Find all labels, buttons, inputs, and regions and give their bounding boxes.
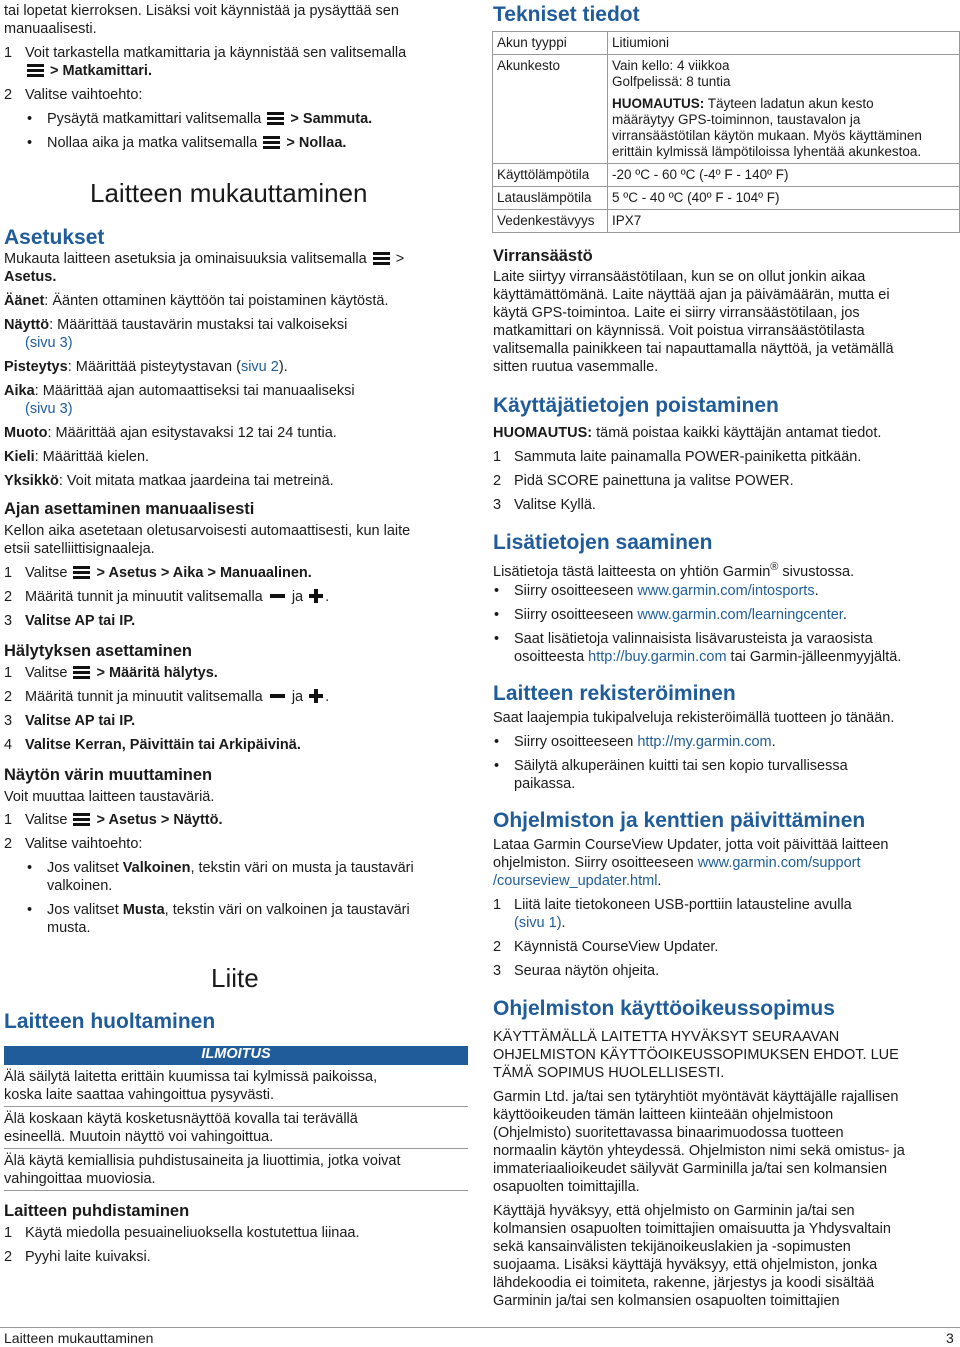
- menu-icon: [267, 112, 284, 125]
- step-number: 3: [4, 613, 13, 629]
- step-text: Valitse > Asetus > Näyttö.: [25, 812, 223, 828]
- paragraph: KÄYTTÄMÄLLÄ LAITETTA HYVÄKSYT SEURAAVAN: [493, 1029, 840, 1045]
- section-title-huolto: Laitteen huoltaminen: [4, 1010, 216, 1033]
- step-number: 2: [4, 689, 13, 705]
- list-item: Siirry osoitteeseen www.garmin.com/learningcenter.: [514, 607, 847, 623]
- section-title-rekisterointi: Laitteen rekisteröiminen: [493, 682, 736, 705]
- menu-icon: [73, 813, 90, 826]
- table-cell: Akun tyyppi: [493, 32, 608, 55]
- menu-icon: [73, 666, 90, 679]
- paragraph: matkamittari on käynnissä. Voit poistua virransäästötilasta: [493, 323, 865, 339]
- step-number: 1: [4, 565, 13, 581]
- web-link[interactable]: www.garmin.com/learningcenter: [637, 607, 843, 623]
- step-text: Määritä tunnit ja minuutit valitsemalla ja .: [25, 689, 330, 705]
- step-number: 3: [493, 497, 502, 513]
- page-link[interactable]: (sivu 3): [25, 401, 73, 417]
- note-text: HUOMAUTUS: tämä poistaa kaikki käyttäjän antamat tiedot.: [493, 425, 882, 441]
- step-number: 1: [4, 1225, 13, 1241]
- menu-icon: [373, 252, 390, 265]
- option-text: valkoinen.: [47, 878, 113, 894]
- paragraph: etsii satelliittisignaaleja.: [4, 541, 155, 557]
- section-title-tekniset: Tekniset tiedot: [493, 3, 640, 26]
- step-text: (sivu 1).: [514, 915, 566, 931]
- subsection-title: Virransäästö: [493, 247, 593, 265]
- section-title-kayttooikeus: Ohjelmiston käyttöoikeussopimus: [493, 997, 835, 1020]
- list-item: Siirry osoitteeseen http://my.garmin.com.: [514, 734, 776, 750]
- table-row: [493, 210, 960, 233]
- option-text: Jos valitset Valkoinen, tekstin väri on musta ja taustaväri: [47, 860, 414, 876]
- step-number: 2: [493, 939, 502, 955]
- table-cell: Litiumioni: [608, 32, 960, 55]
- paragraph: (Ohjelmisto) suoritettavassa binaarimuodossa tuotteen: [493, 1125, 844, 1141]
- option-text: Pysäytä matkamittari valitsemalla > Sammuta.: [47, 111, 373, 127]
- bullet: •: [494, 734, 500, 750]
- intro-line: tai lopetat kierroksen. Lisäksi voit käynnistää ja pysäyttää sen: [4, 3, 399, 19]
- minus-icon: [270, 694, 285, 698]
- subsection-title: Laitteen puhdistaminen: [4, 1202, 190, 1220]
- table-row: [493, 55, 960, 164]
- section-title-kayttajatiedot: Käyttäjätietojen poistaminen: [493, 394, 779, 417]
- step-number: 2: [4, 589, 13, 605]
- table-cell: Vain kello: 4 viikkoa Golfpelissä: 8 tuntia HUOMAUTUS: Täyteen ladatun akun kesto määräytyy GPS-toiminnon, taustavalon ja virransäästötilan käytön mukaan. Myös käyttäminen erittäin kylmissä lämpötiloissa lyhentää akunkestoa.: [608, 55, 960, 164]
- paragraph: TÄMÄ SOPIMUS HUOLELLISESTI.: [493, 1065, 725, 1081]
- notice-text: Älä säilytä laitetta erittäin kuumissa tai kylmissä paikoissa,: [4, 1069, 378, 1085]
- setting-muoto: Muoto: Määrittää ajan esitystavaksi 12 tai 24 tuntia.: [4, 425, 337, 441]
- step-text: Valitse vaihtoehto:: [25, 836, 143, 852]
- paragraph: suojaama. Lisäksi käyttäjä hyväksyy, että ohjelmiston, jonka: [493, 1257, 878, 1273]
- notice-text: esineellä. Muutoin näyttö voi vahingoittua.: [4, 1129, 274, 1145]
- paragraph: kolmansien osapuolten toimittajien omaisuutta ja Yhdysvaltain: [493, 1221, 891, 1237]
- page-link[interactable]: (sivu 3): [25, 335, 73, 351]
- page-number: 3: [946, 1330, 954, 1346]
- step-number: 4: [4, 737, 13, 753]
- step-text: Valitse AP tai IP.: [25, 613, 136, 629]
- footer-divider: [0, 1327, 960, 1328]
- table-cell: Latauslämpötila: [493, 187, 608, 210]
- step-text: Valitse Kerran, Päivittäin tai Arkipäivinä.: [25, 737, 301, 753]
- step-text: Valitse AP tai IP.: [25, 713, 136, 729]
- bullet: •: [494, 607, 500, 623]
- page-link[interactable]: (sivu 1): [514, 915, 562, 931]
- list-item: Siirry osoitteeseen www.garmin.com/intosports.: [514, 583, 819, 599]
- web-link[interactable]: /courseview_updater.html: [493, 873, 658, 889]
- notice-text: Älä koskaan käytä kosketusnäyttöä kovalla tai terävällä: [4, 1111, 358, 1127]
- step-text: Voit tarkastella matkamittaria ja käynnistää sen valitsemalla: [25, 45, 407, 61]
- paragraph: Lisätietoja tästä laitteesta on yhtiön Garmin® sivustossa.: [493, 561, 855, 580]
- page-link[interactable]: sivu 2: [240, 359, 279, 375]
- table-cell: Vedenkestävyys: [493, 210, 608, 233]
- step-text: Seuraa näytön ohjeita.: [514, 963, 660, 979]
- menu-icon: [263, 136, 280, 149]
- step-number: 1: [4, 812, 13, 828]
- option-text: musta.: [47, 920, 91, 936]
- step-text: Pidä SCORE painettuna ja valitse POWER.: [514, 473, 794, 489]
- list-item: Säilytä alkuperäinen kuitti tai sen kopio turvallisessa: [514, 758, 848, 774]
- paragraph: OHJELMISTON KÄYTTÖOIKEUSSOPIMUKSEN EHDOT. LUE: [493, 1047, 899, 1063]
- paragraph: /courseview_updater.html.: [493, 873, 662, 889]
- list-item: osoitteesta http://buy.garmin.com tai Garmin-jälleenmyyjältä.: [514, 649, 902, 665]
- paragraph: Mukauta laitteen asetuksia ja ominaisuuksia valitsemalla >: [4, 251, 405, 267]
- divider: [4, 1148, 468, 1149]
- option-text: Jos valitset Musta, tekstin väri on valkoinen ja taustaväri: [47, 902, 410, 918]
- step-text: Valitse > Määritä hälytys.: [25, 665, 218, 681]
- paragraph: Laite siirtyy virransäästötilaan, kun se on ollut jonkin aikaa: [493, 269, 866, 285]
- menu-icon: [27, 64, 44, 77]
- spec-table: [492, 31, 960, 233]
- bullet: •: [494, 758, 500, 774]
- table-row: [493, 32, 960, 55]
- step-number: 2: [4, 1249, 13, 1265]
- step-text: Käytä miedolla pesuaineliuoksella kostutettua liinaa.: [25, 1225, 360, 1241]
- bullet: •: [27, 135, 33, 151]
- subsection-title: Hälytyksen asettaminen: [4, 642, 193, 660]
- step-number: 3: [493, 963, 502, 979]
- paragraph: immateriaalioikeudet säilyvät Garminilla ja/tai sen kolmansien: [493, 1161, 888, 1177]
- table-cell: Akunkesto: [493, 55, 608, 164]
- subsection-title: Ajan asettaminen manuaalisesti: [4, 500, 255, 518]
- subsection-title: Näytön värin muuttaminen: [4, 766, 213, 784]
- paragraph: Käyttäjä hyväksyy, että ohjelmisto on Garminin ja/tai sen: [493, 1203, 855, 1219]
- web-link[interactable]: http://my.garmin.com: [637, 734, 772, 750]
- paragraph: lähdekoodia ei toimiteta, rakenne, järjestys ja koodi sisältää: [493, 1275, 875, 1291]
- paragraph: käytä GPS-toimintoa. Laite ei siirry virransäästötilaan, jos: [493, 305, 860, 321]
- table-cell: Käyttölämpötila: [493, 164, 608, 187]
- step-number: 1: [4, 45, 13, 61]
- bullet: •: [27, 902, 33, 918]
- section-title-asetukset: Asetukset: [4, 226, 105, 249]
- menu-icon: [73, 566, 90, 579]
- footer-section: Laitteen mukauttaminen: [4, 1330, 154, 1346]
- step-number: 2: [493, 473, 502, 489]
- step-number: 2: [4, 836, 13, 852]
- step-number: 2: [4, 87, 13, 103]
- paragraph: Voit muuttaa laitteen taustaväriä.: [4, 789, 215, 805]
- paragraph: Garmin Ltd. ja/tai sen tytäryhtiöt myöntävät käyttäjälle rajallisen: [493, 1089, 899, 1105]
- table-cell: -20 ºC - 60 ºC (-4º F - 140º F): [608, 164, 960, 187]
- step-number: 3: [4, 713, 13, 729]
- bullet: •: [494, 631, 500, 647]
- paragraph: käyttöoikeuden tämän laitteen kiinteään ohjelmistoon: [493, 1107, 834, 1123]
- web-link[interactable]: www.garmin.com/intosports: [637, 583, 815, 599]
- paragraph: sekä kansainvälisten tekijänoikeuslakien ja -sopimusten: [493, 1239, 851, 1255]
- step-text: Valitse vaihtoehto:: [25, 87, 143, 103]
- table-cell: 5 ºC - 40 ºC (40º F - 104º F): [608, 187, 960, 210]
- step-number: 1: [493, 449, 502, 465]
- step-text: Liitä laite tietokoneen USB-porttiin latausteline avulla: [514, 897, 852, 913]
- bullet: •: [27, 860, 33, 876]
- option-text: Nollaa aika ja matka valitsemalla > Nollaa.: [47, 135, 347, 151]
- setting-kieli: Kieli: Määrittää kielen.: [4, 449, 150, 465]
- list-item: paikassa.: [514, 776, 576, 792]
- step-text: Käynnistä CourseView Updater.: [514, 939, 719, 955]
- appendix-title: Liite: [211, 963, 259, 993]
- step-number: 1: [493, 897, 502, 913]
- step-text: Valitse Kyllä.: [514, 497, 596, 513]
- divider: [4, 1106, 468, 1107]
- paragraph: osapuolten toimittajilla.: [493, 1179, 640, 1195]
- divider: [4, 1190, 468, 1191]
- bullet: •: [27, 111, 33, 127]
- web-link[interactable]: http://buy.garmin.com: [588, 649, 727, 665]
- table-row: [493, 164, 960, 187]
- step-text: Valitse > Asetus > Aika > Manuaalinen.: [25, 565, 312, 581]
- plus-icon: [309, 589, 323, 603]
- setting-pisteytys: Pisteytys: Määrittää pisteytystavan (sivu 2).: [4, 359, 288, 375]
- notice-text: koska laite saattaa vahingoittua pysyvästi.: [4, 1087, 275, 1103]
- setting-yksikko: Yksikkö: Voit mitata matkaa jaardeina tai metreinä.: [4, 473, 334, 489]
- step-text: Sammuta laite painamalla POWER-painiketta pitkään.: [514, 449, 862, 465]
- step-text: > Matkamittari.: [25, 62, 152, 80]
- paragraph: ohjelmiston. Siirry osoitteeseen www.garmin.com/support: [493, 855, 861, 871]
- table-row: [493, 187, 960, 210]
- list-item: Saat lisätietoja valinnaisista lisävarusteista ja varaosista: [514, 631, 873, 647]
- notice-text: Älä käytä kemiallisia puhdistusaineita ja liuottimia, jotka voivat: [4, 1153, 401, 1169]
- bullet: •: [494, 583, 500, 599]
- minus-icon: [270, 594, 285, 598]
- paragraph: Lataa Garmin CourseView Updater, jotta voit päivittää laitteen: [493, 837, 889, 853]
- section-title-ohjelmisto: Ohjelmiston ja kenttien päivittäminen: [493, 809, 866, 832]
- paragraph: valitsemalla painikkeen tai napauttamalla näyttöä, ja vetämällä: [493, 341, 894, 357]
- paragraph: käyttämättömänä. Laite näyttää ajan ja päivämäärän, mutta ei: [493, 287, 890, 303]
- paragraph: Kellon aika asetetaan oletusarvoisesti automaattisesti, kun laite: [4, 523, 411, 539]
- section-title-lisatietoja: Lisätietojen saaminen: [493, 531, 713, 554]
- notice-text: vahingoittaa muoviosia.: [4, 1171, 156, 1187]
- paragraph: Garminin ja/tai sen kolmansien osapuolten toimittajien: [493, 1293, 840, 1309]
- notice-banner: ILMOITUS: [4, 1046, 468, 1065]
- setting-naytto: Näyttö: Määrittää taustavärin mustaksi tai valkoiseksi: [4, 317, 348, 333]
- setting-aika: Aika: Määrittää ajan automaattiseksi tai manuaaliseksi: [4, 383, 355, 399]
- step-text: Pyyhi laite kuivaksi.: [25, 1249, 151, 1265]
- paragraph: Saat laajempia tukipalveluja rekisteröimällä tuotteen jo tänään.: [493, 710, 895, 726]
- plus-icon: [309, 689, 323, 703]
- step-text: Määritä tunnit ja minuutit valitsemalla ja .: [25, 589, 330, 605]
- chapter-title: Laitteen mukauttaminen: [90, 178, 368, 208]
- paragraph: normaalin käytön yhteydessä. Ohjelmiston nimi sekä omistus- ja: [493, 1143, 905, 1159]
- step-number: 1: [4, 665, 13, 681]
- intro-line: manuaalisesti.: [4, 21, 97, 37]
- paragraph: Asetus.: [4, 269, 57, 285]
- paragraph: sitten ruutua vasemmalle.: [493, 359, 659, 375]
- table-cell: IPX7: [608, 210, 960, 233]
- setting-aanet: Äänet: Äänten ottaminen käyttöön tai poistaminen käytöstä.: [4, 293, 389, 309]
- web-link[interactable]: www.garmin.com/support: [697, 855, 861, 871]
